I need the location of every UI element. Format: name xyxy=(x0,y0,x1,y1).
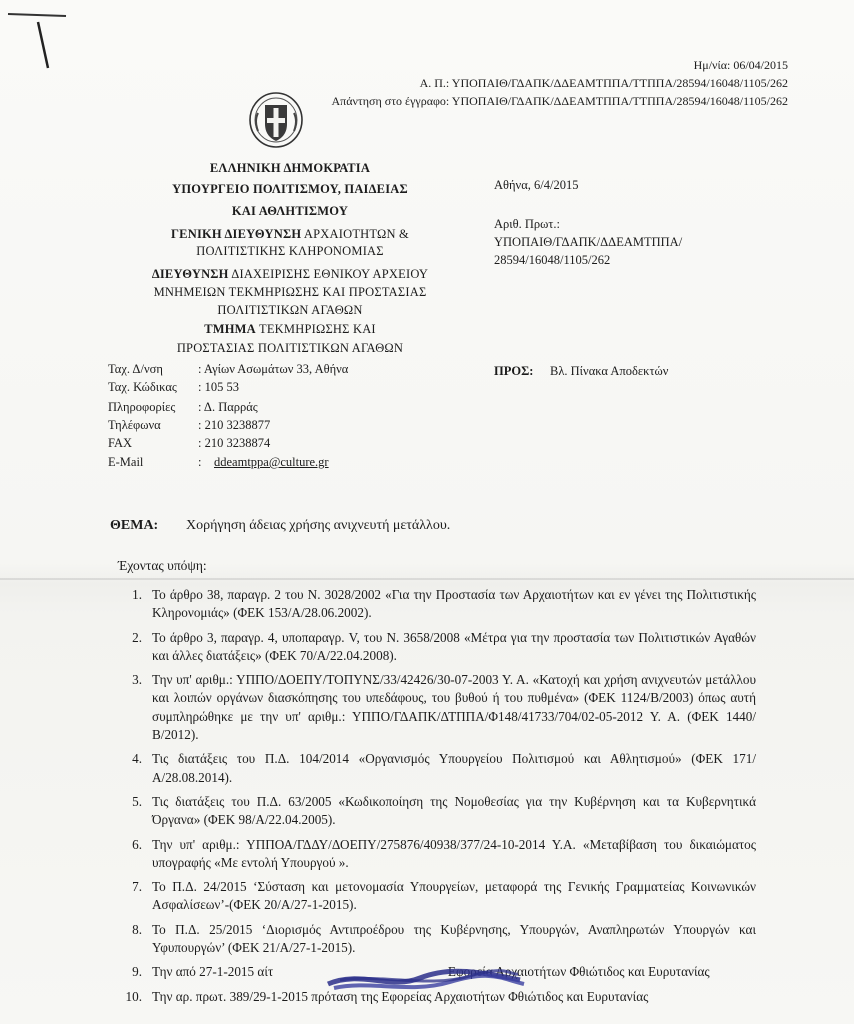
item-text: Τις διατάξεις του Π.Δ. 104/2014 «Οργανισμός Υπουργείου Πολιτισμού και Αθλητισμού» (ΦΕΚ 171/Α/28.08.2014). xyxy=(152,751,756,785)
zip-value: : 105 53 xyxy=(198,380,239,394)
greek-coat-of-arms xyxy=(248,91,304,149)
department-label: ΤΜΗΜΑ xyxy=(204,322,256,336)
item-number: 6. xyxy=(132,836,142,852)
letterhead-general-directorate-cont: ΠΟΛΙΤΙΣΤΙΚΗΣ ΚΛΗΡΟΝΟΜΙΑΣ xyxy=(196,244,384,258)
list-item xyxy=(108,750,756,787)
address-value: : Αγίων Ασωμάτων 33, Αθήνα xyxy=(198,362,349,376)
item-number: 10. xyxy=(125,988,142,1004)
pen-mark xyxy=(0,0,120,80)
paper-fold xyxy=(0,578,854,580)
item-number: 5. xyxy=(132,793,142,809)
header-reply-ref: Απάντηση στο έγγραφο: ΥΠΟΠΑΙΘ/ΓΔΑΠΚ/ΔΔΕΑΜΤΠΠΑ/ΤΤΠΠΑ/28594/16048/1105/262 xyxy=(331,94,788,108)
letterhead-general-directorate xyxy=(100,226,480,243)
place-date: Αθήνα, 6/4/2015 xyxy=(494,178,579,192)
letterhead-department-cont: ΠΡΟΣΤΑΣΙΑΣ ΠΟΛΙΤΙΣΤΙΚΩΝ ΑΓΑΘΩΝ xyxy=(176,341,404,355)
item-number: 2. xyxy=(132,629,142,645)
protocol-label: Αριθ. Πρωτ.: xyxy=(494,217,560,231)
address-label: Ταχ. Δ/νση xyxy=(108,362,163,376)
email-value[interactable] xyxy=(214,455,329,470)
item-number: 9. xyxy=(132,964,142,980)
item-text: Την από 27-1-2015 αίτ Εφορεία Αρχαιοτήτων Φθιώτιδος και Ευρυτανίας xyxy=(152,964,710,980)
letterhead-directorate xyxy=(100,266,480,283)
list-item xyxy=(108,586,756,623)
email-link[interactable]: ddeamtppa@culture.gr xyxy=(214,455,329,469)
directorate-name: ΔΙΑΧΕΙΡΙΣΗΣ ΕΘΝΙΚΟΥ ΑΡΧΕΙΟΥ xyxy=(231,267,429,281)
item-number: 4. xyxy=(132,751,142,767)
subject-label: ΘΕΜΑ: xyxy=(110,518,159,533)
letterhead-department xyxy=(100,321,480,338)
letterhead-directorate-cont2: ΠΟΛΙΤΙΣΤΙΚΩΝ ΑΓΑΘΩΝ xyxy=(217,303,363,317)
item-number: 8. xyxy=(132,921,142,937)
letterhead-republic: ΕΛΛΗΝΙΚΗ ΔΗΜΟΚΡΑΤΙΑ xyxy=(209,161,371,175)
list-item xyxy=(108,629,756,666)
protocol-number-line1: ΥΠΟΠΑΙΘ/ΓΔΑΠΚ/ΔΔΕΑΜΤΠΠΑ/ xyxy=(494,235,683,249)
fax-label: FAX xyxy=(108,436,133,450)
letterhead-ministry: ΥΠΟΥΡΓΕΙΟ ΠΟΛΙΤΙΣΜΟΥ, ΠΑΙΔΕΙΑΣ xyxy=(172,182,408,196)
recipient-value: Βλ. Πίνακα Αποδεκτών xyxy=(550,364,669,378)
item-number: 3. xyxy=(132,672,142,688)
list-item xyxy=(108,921,756,958)
item-text: Τις διατάξεις του Π.Δ. 63/2005 «Κωδικοποίηση της Νομοθεσίας για την Κυβέρνηση και τα Κυβερνητικά Όργανα» (ΦΕΚ 98/Α/22.04.2005). xyxy=(152,793,756,828)
info-label: Πληροφορίες xyxy=(108,400,176,414)
subject-text: Χορήγηση άδειας χρήσης ανιχνευτή μετάλλου. xyxy=(186,518,451,533)
header-date: Ημ/νία: 06/04/2015 xyxy=(693,58,788,72)
info-value: : Δ. Παρράς xyxy=(198,400,258,414)
directorate-label: ΔΙΕΥΘΥΝΣΗ xyxy=(151,267,229,281)
item-number: 7. xyxy=(132,879,142,895)
item-text: Το άρθρο 3, παραγρ. 4, υποπαραγρ. V, του Ν. 3658/2008 «Μέτρα για την προστασία των Πολιτιστικών Αγαθών και άλλες διατάξεις» (ΦΕΚ 70/Α/22.04.2008). xyxy=(152,629,756,663)
considerations-list xyxy=(108,586,756,1012)
email-label: E-Mail xyxy=(108,455,144,469)
item-text: Το Π.Δ. 24/2015 ‘Σύσταση και μετονομασία Υπουργείων, μεταφορά της Γενικής Γραμματείας Κοινωνικών Ασφαλίσεων’-(ΦΕΚ 20/Α/27-1-2015). xyxy=(152,879,756,913)
department-name: ΤΕΚΜΗΡΙΩΣΗΣ ΚΑΙ xyxy=(259,322,376,336)
list-item xyxy=(108,836,756,873)
zip-label: Ταχ. Κώδικας xyxy=(108,380,177,394)
general-directorate-name: ΑΡΧΑΙΟΤΗΤΩΝ & xyxy=(303,227,409,241)
item-text: Το άρθρο 38, παραγρ. 2 του Ν. 3028/2002 «Για την Προστασία των Αρχαιοτήτων και εν γένει της Πολιτιστικής Κληρονομιάς» (ΦΕΚ 153/Α/28.06.2002). xyxy=(152,587,756,621)
phone-value: : 210 3238877 xyxy=(198,418,271,432)
phone-label: Τηλέφωνα xyxy=(108,418,161,432)
letterhead-directorate-cont1: ΜΝΗΜΕΙΩΝ ΤΕΚΜΗΡΙΩΣΗΣ ΚΑΙ ΠΡΟΣΤΑΣΙΑΣ xyxy=(153,285,427,299)
intro-text: Έχοντας υπόψη: xyxy=(118,558,207,573)
item-text: Το Π.Δ. 25/2015 ‘Διορισμός Αντιπροέδρου της Κυβέρνησης, Υπουργών, Αναπληρωτών Υπουργών και Υφυπουργών’ (ΦΕΚ 21/Α/27-1-2015). xyxy=(152,921,756,956)
recipient-label: ΠΡΟΣ: xyxy=(494,364,534,378)
item-text: Την υπ' αριθμ.: ΥΠΠΟ/ΔΟΕΠΥ/ΤΟΠΥΝΣ/33/42426/30-07-2003 Υ. Α. «Κατοχή και χρήση ανιχνευτών μετάλλου και λοιπών οργάνων διασκόπησης του υπεδάφους, του βυθού ή του πυθμένα» (ΦΕΚ 1124/Β/2003) όπως αυτή συμπληρώθηκε με την υπ' αριθμ.: ΥΠΠΟ/ΓΔΑΠΚ/ΔΤΠΠΑ/Φ148/41733/704/02-05-2012 Υ. Α. (ΦΕΚ 1440/Β/2012). xyxy=(152,672,756,743)
list-item xyxy=(108,793,756,830)
item-number: 1. xyxy=(132,587,142,602)
fax-value: : 210 3238874 xyxy=(198,436,271,450)
item-text: Την υπ' αριθμ.: ΥΠΠΟΑ/ΓΔΔΥ/ΔΟΕΠΥ/275876/40938/377/24-10-2014 Υ.Α. «Μεταβίβαση του δικαιώματος υπογραφής «Με εντολή Υπουργού ». xyxy=(152,836,756,870)
general-directorate-label: ΓΕΝΙΚΗ ΔΙΕΥΘΥΝΣΗ xyxy=(171,227,302,241)
item-text: Την αρ. πρωτ. 389/29-1-2015 πρόταση της Εφορείας Αρχαιοτήτων Φθιώτιδος και Ευρυτανίας xyxy=(152,988,649,1004)
redaction-scribble xyxy=(320,960,530,1000)
letterhead-ministry-cont: ΚΑΙ ΑΘΛΗΤΙΣΜΟΥ xyxy=(231,204,349,218)
header-ref-number: Α. Π.: ΥΠΟΠΑΙΘ/ΓΔΑΠΚ/ΔΔΕΑΜΤΠΠΑ/ΤΤΠΠΑ/28594/16048/1105/262 xyxy=(419,76,788,90)
protocol-number-line2: 28594/16048/1105/262 xyxy=(494,253,611,267)
email-colon: : xyxy=(198,455,202,469)
list-item xyxy=(108,878,756,915)
list-item xyxy=(108,671,756,744)
